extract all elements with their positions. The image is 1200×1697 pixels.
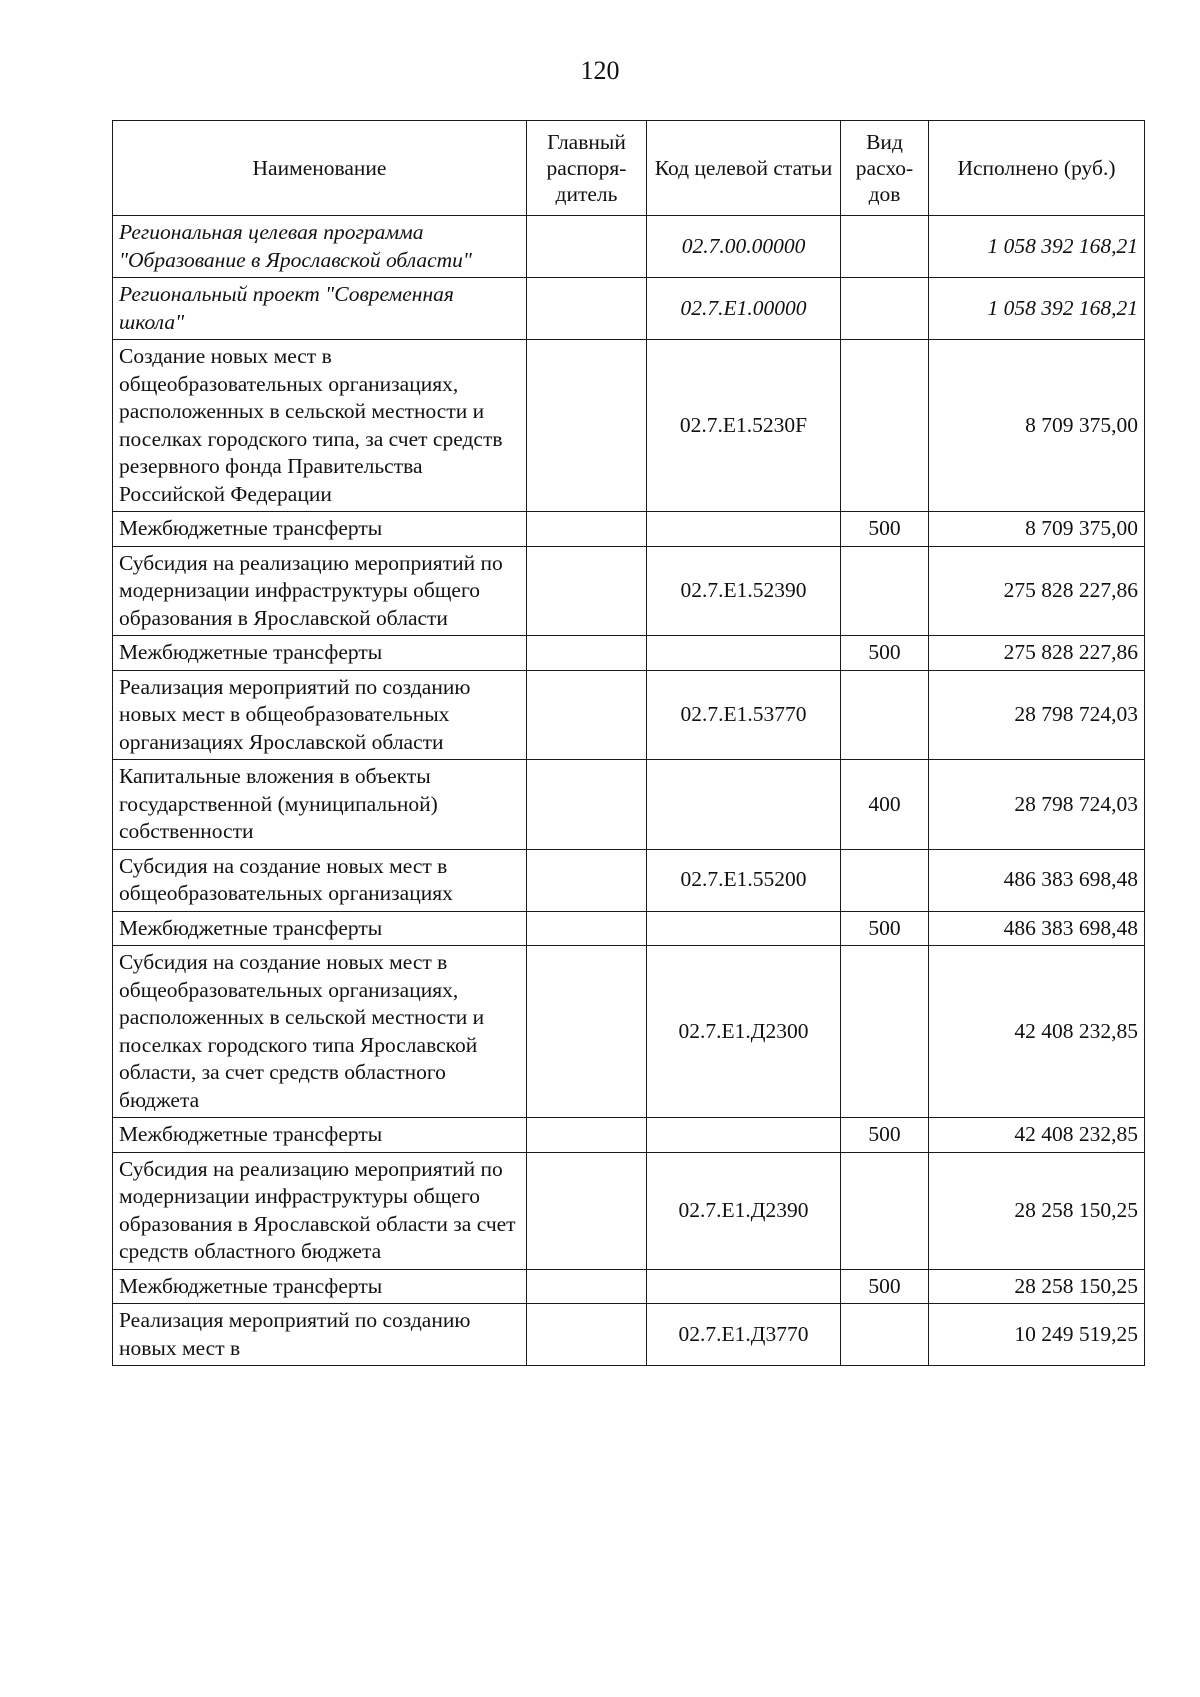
cell-amount: 28 258 150,25 bbox=[929, 1269, 1145, 1304]
cell-amount: 1 058 392 168,21 bbox=[929, 278, 1145, 340]
table-row bbox=[113, 1152, 1145, 1269]
cell-code: 02.7.Е1.5230F bbox=[647, 340, 841, 512]
header-name: Наименование bbox=[113, 121, 527, 216]
table-row bbox=[113, 911, 1145, 946]
cell-admin bbox=[527, 1269, 647, 1304]
cell-name: Реализация мероприятий по созданию новых мест в общеобразовательных организациях Ярославской области bbox=[113, 670, 527, 760]
cell-amount: 42 408 232,85 bbox=[929, 1118, 1145, 1153]
cell-amount: 486 383 698,48 bbox=[929, 911, 1145, 946]
cell-code bbox=[647, 1118, 841, 1153]
cell-name: Субсидия на реализацию мероприятий по модернизации инфраструктуры общего образования в Ярославской области за счет средств областного бюджета bbox=[113, 1152, 527, 1269]
table-row bbox=[113, 216, 1145, 278]
cell-amount: 1 058 392 168,21 bbox=[929, 216, 1145, 278]
cell-name: Региональный проект "Современная школа" bbox=[113, 278, 527, 340]
table-row bbox=[113, 946, 1145, 1118]
cell-code bbox=[647, 911, 841, 946]
cell-type bbox=[841, 1152, 929, 1269]
table-body bbox=[113, 216, 1145, 1366]
cell-type: 500 bbox=[841, 512, 929, 547]
cell-code: 02.7.Е1.Д2300 bbox=[647, 946, 841, 1118]
cell-code: 02.7.00.00000 bbox=[647, 216, 841, 278]
cell-amount: 275 828 227,86 bbox=[929, 636, 1145, 671]
cell-code bbox=[647, 1269, 841, 1304]
cell-admin bbox=[527, 760, 647, 850]
cell-name: Межбюджетные трансферты bbox=[113, 636, 527, 671]
table-row bbox=[113, 670, 1145, 760]
cell-name: Межбюджетные трансферты bbox=[113, 512, 527, 547]
cell-code: 02.7.Е1.52390 bbox=[647, 546, 841, 636]
cell-admin bbox=[527, 1152, 647, 1269]
cell-type bbox=[841, 340, 929, 512]
cell-admin bbox=[527, 670, 647, 760]
table-row bbox=[113, 760, 1145, 850]
cell-name: Межбюджетные трансферты bbox=[113, 1269, 527, 1304]
table-row bbox=[113, 849, 1145, 911]
cell-name: Реализация мероприятий по созданию новых мест в bbox=[113, 1304, 527, 1366]
cell-code: 02.7.Е1.00000 bbox=[647, 278, 841, 340]
header-code: Код целевой статьи bbox=[647, 121, 841, 216]
cell-type bbox=[841, 216, 929, 278]
page-number: 120 bbox=[580, 56, 620, 85]
cell-admin bbox=[527, 546, 647, 636]
cell-amount: 28 798 724,03 bbox=[929, 760, 1145, 850]
cell-admin bbox=[527, 512, 647, 547]
cell-admin bbox=[527, 849, 647, 911]
budget-execution-table bbox=[112, 120, 1145, 1366]
cell-code: 02.7.Е1.53770 bbox=[647, 670, 841, 760]
cell-type bbox=[841, 849, 929, 911]
table-row bbox=[113, 636, 1145, 671]
cell-admin bbox=[527, 216, 647, 278]
table-row bbox=[113, 512, 1145, 547]
cell-name: Межбюджетные трансферты bbox=[113, 1118, 527, 1153]
cell-code: 02.7.Е1.55200 bbox=[647, 849, 841, 911]
cell-admin bbox=[527, 278, 647, 340]
cell-admin bbox=[527, 340, 647, 512]
cell-name: Создание новых мест в общеобразовательных организациях, расположенных в сельской местности и поселках городского типа, за счет средств резервного фонда Правительства Российской Федерации bbox=[113, 340, 527, 512]
cell-amount: 486 383 698,48 bbox=[929, 849, 1145, 911]
cell-amount: 28 798 724,03 bbox=[929, 670, 1145, 760]
table-row bbox=[113, 1118, 1145, 1153]
cell-type bbox=[841, 670, 929, 760]
header-type: Вид расхо-дов bbox=[841, 121, 929, 216]
cell-admin bbox=[527, 1304, 647, 1366]
cell-type: 500 bbox=[841, 1269, 929, 1304]
cell-type bbox=[841, 1304, 929, 1366]
cell-amount: 42 408 232,85 bbox=[929, 946, 1145, 1118]
cell-amount: 28 258 150,25 bbox=[929, 1152, 1145, 1269]
header-admin: Главный распоря-дитель bbox=[527, 121, 647, 216]
table-row bbox=[113, 1269, 1145, 1304]
cell-type bbox=[841, 546, 929, 636]
cell-type: 400 bbox=[841, 760, 929, 850]
table-row bbox=[113, 1304, 1145, 1366]
cell-type bbox=[841, 278, 929, 340]
cell-code bbox=[647, 636, 841, 671]
cell-code: 02.7.Е1.Д3770 bbox=[647, 1304, 841, 1366]
cell-code bbox=[647, 760, 841, 850]
cell-admin bbox=[527, 946, 647, 1118]
cell-amount: 8 709 375,00 bbox=[929, 340, 1145, 512]
table-row bbox=[113, 340, 1145, 512]
cell-name: Капитальные вложения в объекты государственной (муниципальной) собственности bbox=[113, 760, 527, 850]
cell-type: 500 bbox=[841, 636, 929, 671]
cell-type: 500 bbox=[841, 1118, 929, 1153]
cell-code bbox=[647, 512, 841, 547]
cell-name: Субсидия на создание новых мест в общеобразовательных организациях, расположенных в сельской местности и поселках городского типа Ярославской области, за счет средств областного бюджета bbox=[113, 946, 527, 1118]
cell-name: Субсидия на реализацию мероприятий по модернизации инфраструктуры общего образования в Ярославской области bbox=[113, 546, 527, 636]
table-header bbox=[113, 121, 1145, 216]
cell-admin bbox=[527, 1118, 647, 1153]
header-amount: Исполнено (руб.) bbox=[929, 121, 1145, 216]
table-header-row bbox=[113, 121, 1145, 216]
cell-admin bbox=[527, 636, 647, 671]
cell-name: Региональная целевая программа "Образование в Ярославской области" bbox=[113, 216, 527, 278]
cell-name: Межбюджетные трансферты bbox=[113, 911, 527, 946]
cell-type: 500 bbox=[841, 911, 929, 946]
cell-code: 02.7.Е1.Д2390 bbox=[647, 1152, 841, 1269]
cell-amount: 275 828 227,86 bbox=[929, 546, 1145, 636]
table-row bbox=[113, 546, 1145, 636]
cell-amount: 8 709 375,00 bbox=[929, 512, 1145, 547]
cell-admin bbox=[527, 911, 647, 946]
cell-type bbox=[841, 946, 929, 1118]
cell-name: Субсидия на создание новых мест в общеобразовательных организациях bbox=[113, 849, 527, 911]
cell-amount: 10 249 519,25 bbox=[929, 1304, 1145, 1366]
table-row bbox=[113, 278, 1145, 340]
